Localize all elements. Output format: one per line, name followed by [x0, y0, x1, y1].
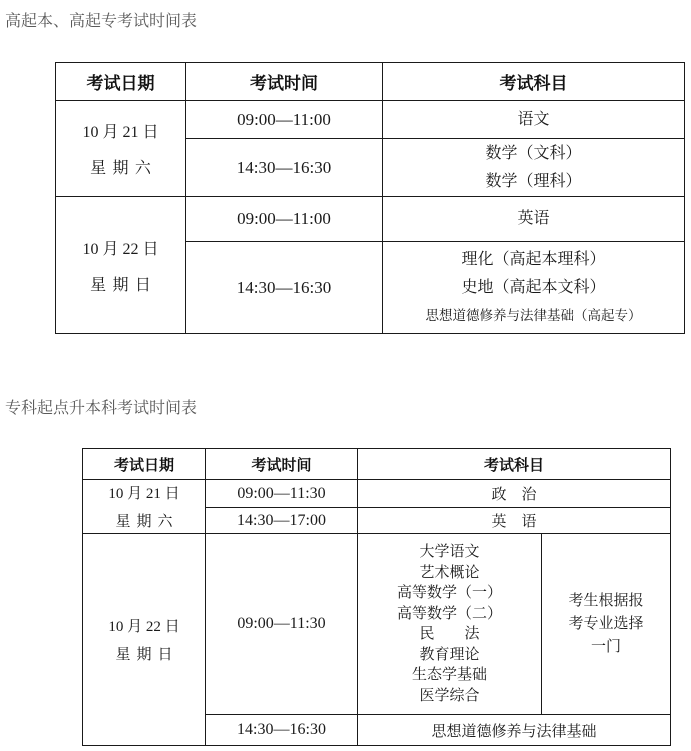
subject-line: 大学语文 — [419, 544, 480, 560]
table2-elective-note — [542, 534, 671, 715]
subject-line: 语文 — [517, 110, 550, 128]
table2-date-oct21 — [83, 480, 206, 534]
date-text: 10 月 22 日 — [108, 619, 180, 635]
weekday-text: 星期日 — [115, 647, 179, 663]
table2-time-1: 09:00—11:30 — [206, 480, 358, 508]
subject-line: 理化（高起本理科） — [461, 250, 606, 268]
subject-line: 民 法 — [419, 626, 480, 642]
note-line: 考专业选择 — [568, 615, 644, 632]
exam-schedule-table-zhuanshengben — [82, 448, 671, 746]
subject-line: 教育理论 — [419, 646, 480, 663]
table2-header-subject: 考试科目 — [358, 449, 671, 480]
subject-line: 史地（高起本文科） — [461, 278, 606, 296]
table1-subjects-4 — [383, 242, 685, 334]
subject-line: 数学（文科） — [485, 144, 582, 162]
table1-date-oct22 — [56, 197, 186, 334]
table2-header-row — [83, 449, 671, 480]
table2-subjects-2: 英 语 — [358, 508, 671, 534]
table2-subjects-1: 政 治 — [358, 480, 671, 508]
weekday-text: 星期日 — [90, 276, 158, 294]
subject-line: 数学（理科） — [485, 172, 582, 190]
table2-title: 专科起点升本科考试时间表 — [5, 400, 198, 417]
table1-time-3: 09:00—11:00 — [186, 197, 383, 242]
table1-title: 高起本、高起专考试时间表 — [5, 13, 198, 30]
table1-date-oct21 — [56, 101, 186, 197]
table1-time-2: 14:30—16:30 — [186, 139, 383, 197]
table2-header-date: 考试日期 — [83, 449, 206, 480]
table2-date-oct22 — [83, 534, 206, 746]
subject-line: 思想道德修养与法律基础（高起专） — [425, 307, 642, 323]
subject-line: 高等数学（二） — [396, 605, 502, 622]
weekday-text: 星期六 — [90, 160, 158, 177]
table2-elective-subjects — [358, 534, 542, 715]
date-text: 10 月 21 日 — [108, 486, 180, 502]
table-row — [56, 197, 685, 242]
table1-header-row — [56, 63, 685, 101]
table-row — [83, 480, 671, 508]
weekday-text: 星期六 — [115, 514, 179, 530]
table1-subjects-3 — [383, 197, 685, 242]
subject-line: 高等数学（一） — [396, 585, 502, 601]
date-text: 10 月 21 日 — [82, 124, 159, 141]
table2-time-2: 14:30—17:00 — [206, 508, 358, 534]
subject-line: 艺术概论 — [419, 564, 480, 581]
table1-subjects-1 — [383, 101, 685, 139]
exam-schedule-table-gaoqi — [55, 62, 685, 334]
table1-header-date: 考试日期 — [56, 63, 186, 101]
table2-time-3: 09:00—11:30 — [206, 534, 358, 715]
table2-subjects-4: 思想道德修养与法律基础 — [358, 715, 671, 746]
date-text: 10 月 22 日 — [82, 240, 159, 258]
table1-time-4: 14:30—16:30 — [186, 242, 383, 334]
table1-subjects-2 — [383, 139, 685, 197]
subject-line: 生态学基础 — [411, 667, 487, 683]
table2-header-time: 考试时间 — [206, 449, 358, 480]
table1-time-1: 09:00—11:00 — [186, 101, 383, 139]
subject-line: 英语 — [517, 210, 550, 227]
table1-header-subject: 考试科目 — [383, 63, 685, 101]
table-row — [56, 101, 685, 139]
table-row — [83, 534, 671, 715]
subject-line: 医学综合 — [419, 687, 480, 704]
table2-time-4: 14:30—16:30 — [206, 715, 358, 746]
note-line: 一门 — [591, 638, 622, 655]
table1-header-time: 考试时间 — [186, 63, 383, 101]
note-line: 考生根据报 — [568, 592, 644, 609]
